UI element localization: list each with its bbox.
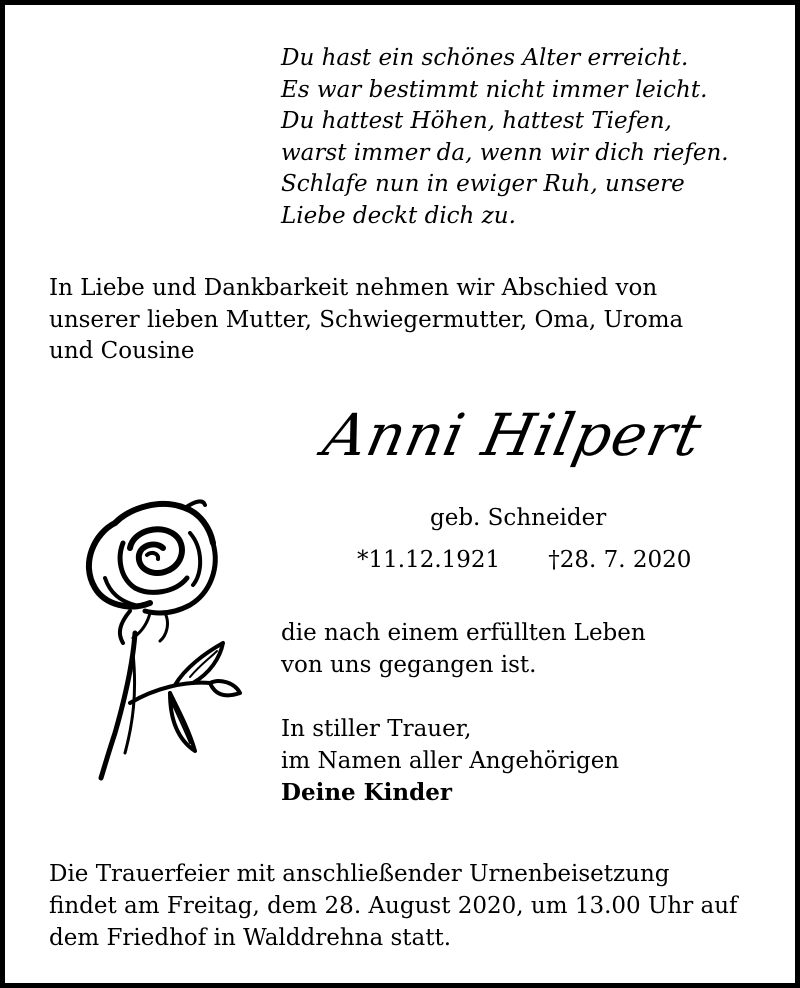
poem	[281, 43, 751, 232]
poem-line: warst immer da, wenn wir dich riefen.	[281, 139, 729, 166]
intro-line: unserer lieben Mutter, Schwiegermutter, Oma, Uroma	[49, 306, 684, 333]
poem-line: Es war bestimmt nicht immer leicht.	[281, 76, 708, 103]
intro-line: und Cousine	[49, 338, 195, 364]
rose-icon	[75, 493, 250, 783]
death-date: †28. 7. 2020	[548, 547, 692, 573]
mourning-line: im Namen aller Angehörigen	[281, 748, 620, 774]
deceased-name: Anni Hilpert	[317, 401, 708, 469]
mourning-line: In stiller Trauer,	[281, 716, 472, 742]
ceremony-line: Die Trauerfeier mit anschließender Urnenbeisetzung	[49, 861, 670, 887]
poem-line: Du hattest Höhen, hattest Tiefen,	[281, 108, 672, 134]
poem-line: Liebe deckt dich zu.	[281, 202, 516, 229]
ceremony-line: dem Friedhof in Walddrehna statt.	[49, 925, 452, 951]
birth-name: geb. Schneider	[430, 505, 607, 531]
passing-text	[281, 617, 761, 681]
passing-line: die nach einem erfüllten Leben	[281, 620, 646, 646]
ceremony-info	[49, 858, 789, 954]
birth-date: *11.12.1921	[357, 547, 501, 573]
signature: Deine Kinder	[281, 779, 452, 806]
life-dates	[357, 547, 691, 573]
passing-line: von uns gegangen ist.	[281, 652, 537, 678]
mourners-block	[281, 713, 761, 809]
intro-line: In Liebe und Dankbarkeit nehmen wir Abschied von	[49, 275, 658, 301]
poem-line: Du hast ein schönes Alter erreicht.	[281, 45, 689, 71]
farewell-intro	[49, 273, 749, 368]
poem-line: Schlafe nun in ewiger Ruh, unsere	[281, 171, 685, 197]
ceremony-line: findet am Freitag, dem 28. August 2020, um 13.00 Uhr auf	[49, 893, 738, 919]
